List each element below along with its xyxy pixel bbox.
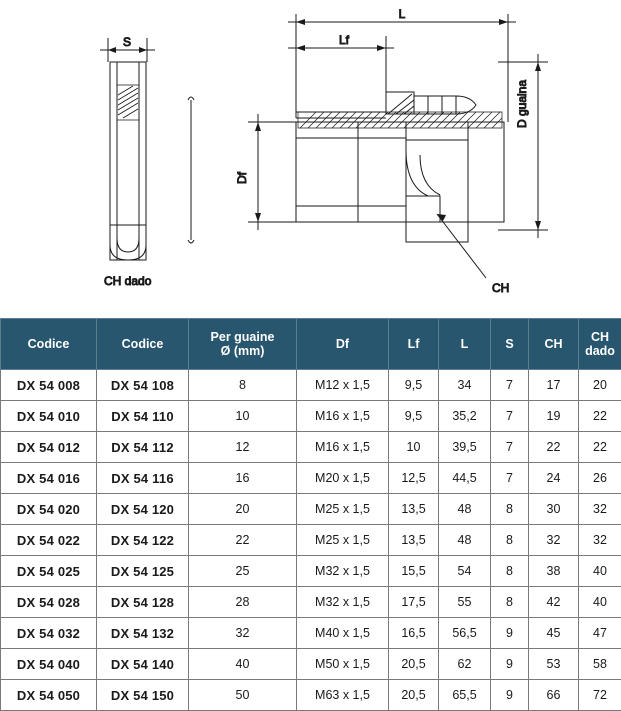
cell-value: 9 [491, 649, 529, 680]
cell-code: DX 54 110 [97, 401, 189, 432]
cell-value: 55 [439, 587, 491, 618]
label-ch: CH [492, 281, 509, 295]
cell-code: DX 54 120 [97, 494, 189, 525]
cell-value: 20 [189, 494, 297, 525]
header-ch-dado-line1: CH [581, 330, 619, 344]
header-ch-dado [579, 319, 621, 370]
dimension-df [248, 114, 300, 230]
cell-value: 10 [389, 432, 439, 463]
cell-code: DX 54 022 [1, 525, 97, 556]
cell-value: M63 x 1,5 [297, 680, 389, 711]
label-s: S [123, 35, 131, 49]
header-df: Df [297, 319, 389, 370]
cell-value: 58 [579, 649, 621, 680]
table-row [1, 463, 621, 494]
cell-value: M25 x 1,5 [297, 494, 389, 525]
table-body [1, 370, 621, 711]
thread-detail [296, 92, 476, 118]
cell-code: DX 54 112 [97, 432, 189, 463]
cell-value: 38 [529, 556, 579, 587]
header-per-guaine-line1: Per guaine [191, 330, 294, 344]
cell-value: 13,5 [389, 525, 439, 556]
cell-value: 19 [529, 401, 579, 432]
cell-code: DX 54 025 [1, 556, 97, 587]
header-s: S [491, 319, 529, 370]
cell-value: 47 [579, 618, 621, 649]
cell-value: 9 [491, 680, 529, 711]
table-row [1, 649, 621, 680]
cell-value: 20,5 [389, 680, 439, 711]
cell-code: DX 54 050 [1, 680, 97, 711]
leader-ch [437, 214, 486, 278]
header-ch-dado-line2: dado [581, 344, 619, 358]
cell-value: 7 [491, 432, 529, 463]
cell-value: 40 [579, 587, 621, 618]
cell-value: 53 [529, 649, 579, 680]
cell-value: 44,5 [439, 463, 491, 494]
cell-value: 22 [579, 401, 621, 432]
cell-code: DX 54 140 [97, 649, 189, 680]
fitting-body [296, 122, 504, 242]
cell-value: M20 x 1,5 [297, 463, 389, 494]
cell-value: 22 [189, 525, 297, 556]
cell-value: 30 [529, 494, 579, 525]
dimension-l [288, 14, 516, 122]
cell-value: M32 x 1,5 [297, 587, 389, 618]
cell-value: 22 [579, 432, 621, 463]
cell-code: DX 54 020 [1, 494, 97, 525]
cell-code: DX 54 116 [97, 463, 189, 494]
table-row [1, 618, 621, 649]
cell-value: 17,5 [389, 587, 439, 618]
cell-value: 8 [491, 587, 529, 618]
cell-value: 28 [189, 587, 297, 618]
internal-features [406, 150, 440, 222]
cell-value: M32 x 1,5 [297, 556, 389, 587]
spec-table [0, 318, 621, 711]
cell-value: 35,2 [439, 401, 491, 432]
cell-value: 34 [439, 370, 491, 401]
cell-code: DX 54 132 [97, 618, 189, 649]
cell-value: 22 [529, 432, 579, 463]
cell-value: 12 [189, 432, 297, 463]
table-row [1, 432, 621, 463]
cell-code: DX 54 125 [97, 556, 189, 587]
cell-value: 66 [529, 680, 579, 711]
cell-value: 9,5 [389, 370, 439, 401]
cell-value: 32 [529, 525, 579, 556]
cell-code: DX 54 108 [97, 370, 189, 401]
table-row [1, 556, 621, 587]
table-row [1, 525, 621, 556]
cell-value: M16 x 1,5 [297, 401, 389, 432]
table-row [1, 680, 621, 711]
seal-ring-edge [188, 97, 194, 243]
cell-value: 25 [189, 556, 297, 587]
cell-code: DX 54 012 [1, 432, 97, 463]
cell-value: 32 [189, 618, 297, 649]
cell-value: 50 [189, 680, 297, 711]
cell-code: DX 54 032 [1, 618, 97, 649]
table-row [1, 370, 621, 401]
cell-value: 8 [491, 494, 529, 525]
cell-value: 7 [491, 401, 529, 432]
cell-value: M40 x 1,5 [297, 618, 389, 649]
table-row [1, 494, 621, 525]
label-df: Df [235, 171, 249, 184]
cell-value: 62 [439, 649, 491, 680]
cell-value: 40 [579, 556, 621, 587]
cell-value: 9,5 [389, 401, 439, 432]
header-l: L [439, 319, 491, 370]
cell-code: DX 54 028 [1, 587, 97, 618]
cell-value: M16 x 1,5 [297, 432, 389, 463]
cell-value: 13,5 [389, 494, 439, 525]
cell-code: DX 54 040 [1, 649, 97, 680]
cell-code: DX 54 008 [1, 370, 97, 401]
header-codice-2: Codice [97, 319, 189, 370]
cell-value: 8 [491, 556, 529, 587]
cell-code: DX 54 016 [1, 463, 97, 494]
cell-value: 65,5 [439, 680, 491, 711]
label-d-guaina: D guaina [515, 80, 529, 128]
cell-value: 16 [189, 463, 297, 494]
header-per-guaine-line2: Ø (mm) [191, 344, 294, 358]
dimension-lf [288, 36, 394, 118]
table-row [1, 587, 621, 618]
label-l: L [399, 7, 406, 21]
cell-value: 32 [579, 525, 621, 556]
spec-table-container [0, 318, 621, 711]
cell-value: 8 [189, 370, 297, 401]
cell-value: 48 [439, 494, 491, 525]
cell-value: 56,5 [439, 618, 491, 649]
cell-value: 15,5 [389, 556, 439, 587]
cell-code: DX 54 122 [97, 525, 189, 556]
cell-value: 10 [189, 401, 297, 432]
cell-value: 72 [579, 680, 621, 711]
cell-value: 20 [579, 370, 621, 401]
cell-value: 26 [579, 463, 621, 494]
table-row [1, 401, 621, 432]
cell-code: DX 54 150 [97, 680, 189, 711]
drawing-svg [0, 0, 621, 315]
cell-value: 32 [579, 494, 621, 525]
cell-code: DX 54 010 [1, 401, 97, 432]
cell-value: 54 [439, 556, 491, 587]
cell-value: M25 x 1,5 [297, 525, 389, 556]
cell-value: 45 [529, 618, 579, 649]
cell-value: 7 [491, 463, 529, 494]
cell-value: 39,5 [439, 432, 491, 463]
cell-value: 17 [529, 370, 579, 401]
cell-code: DX 54 128 [97, 587, 189, 618]
cell-value: 42 [529, 587, 579, 618]
cell-value: 48 [439, 525, 491, 556]
header-codice-1: Codice [1, 319, 97, 370]
header-ch: CH [529, 319, 579, 370]
header-per-guaine [189, 319, 297, 370]
cell-value: 9 [491, 618, 529, 649]
cell-value: 7 [491, 370, 529, 401]
cell-value: 20,5 [389, 649, 439, 680]
technical-drawing [0, 0, 621, 315]
cell-value: M50 x 1,5 [297, 649, 389, 680]
label-lf: Lf [339, 33, 350, 47]
table-header-row [1, 319, 621, 370]
cell-value: 24 [529, 463, 579, 494]
cell-value: 16,5 [389, 618, 439, 649]
cell-value: 40 [189, 649, 297, 680]
cell-value: 8 [491, 525, 529, 556]
header-lf: Lf [389, 319, 439, 370]
cell-value: M12 x 1,5 [297, 370, 389, 401]
cell-value: 12,5 [389, 463, 439, 494]
label-ch-dado: CH dado [104, 274, 152, 288]
